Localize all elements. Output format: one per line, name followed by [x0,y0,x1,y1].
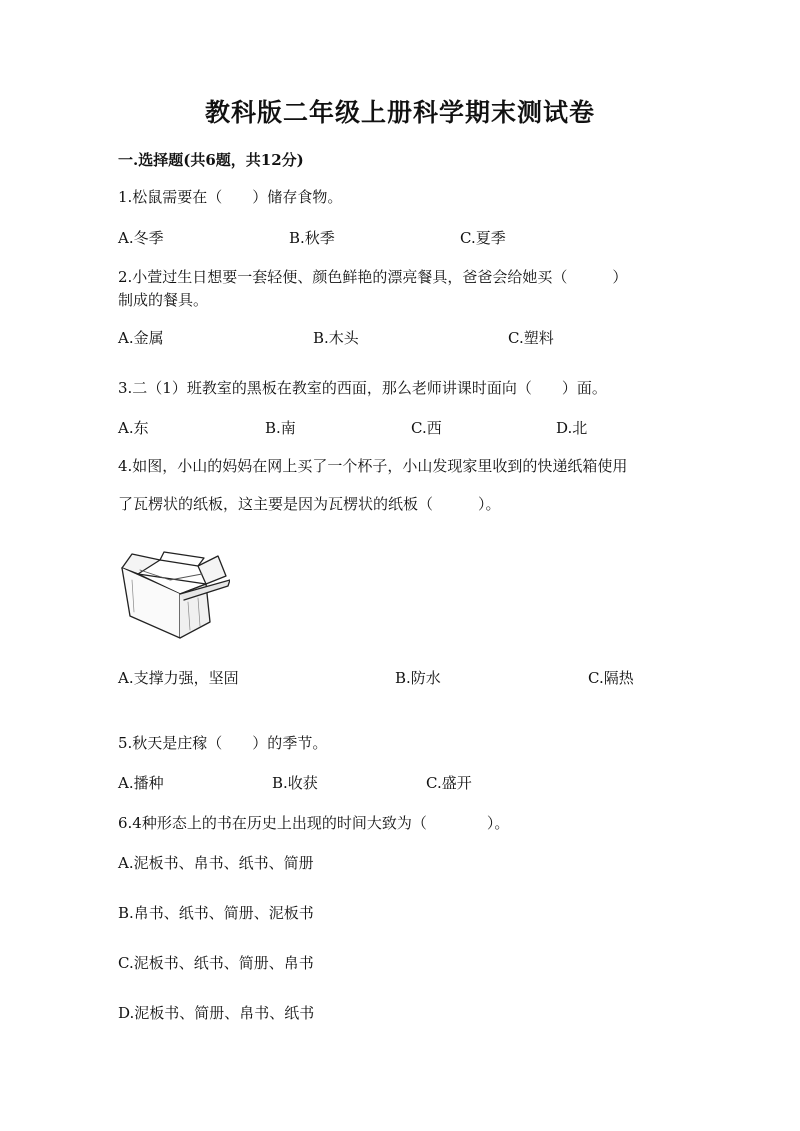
question-5-option-a: A.播种 [118,774,164,792]
question-5-option-b: B.收获 [272,774,318,792]
question-3-option-b: B.南 [265,419,296,437]
question-1-stem: 1.松鼠需要在（ ）储存食物。 [118,188,343,206]
question-2-option-a: A.金属 [118,329,164,347]
question-2-option-b: B.木头 [313,329,359,347]
question-2-stem-line-1: 2.小萱过生日想要一套轻便、颜色鲜艳的漂亮餐具，爸爸会给她买（ ） [118,268,628,286]
question-4-option-b: B.防水 [395,669,441,687]
question-4-stem-line-1: 4.如图，小山的妈妈在网上买了一个杯子，小山发现家里收到的快递纸箱使用 [118,457,628,475]
question-1-option-a: A.冬季 [118,229,164,247]
question-6-option-a: A.泥板书、帛书、纸书、简册 [118,854,314,872]
question-3-option-a: A.东 [118,419,149,437]
question-1-option-c: C.夏季 [460,229,506,247]
question-5-option-c: C.盛开 [426,774,472,792]
question-2-stem-line-2: 制成的餐具。 [118,291,209,309]
question-2-option-c: C.塑料 [508,329,554,347]
question-6-option-b: B.帛书、纸书、简册、泥板书 [118,904,314,922]
question-4-stem-line-2: 了瓦楞状的纸板，这主要是因为瓦楞状的纸板（ ）。 [118,495,501,513]
question-4-option-a: A.支撑力强，坚固 [118,669,239,687]
exam-title: 教科版二年级上册科学期末测试卷 [204,98,595,127]
question-1-option-b: B.秋季 [289,229,335,247]
question-6-option-d: D.泥板书、简册、帛书、纸书 [118,1004,315,1022]
question-3-option-c: C.西 [411,419,442,437]
section-heading: 一.选择题(共6题，共12分) [118,151,304,169]
question-4-option-c: C.隔热 [588,669,634,687]
question-3-stem: 3.二（1）班教室的黑板在教室的西面，那么老师讲课时面向（ ）面。 [118,379,607,397]
question-6-stem: 6.4种形态上的书在历史上出现的时间大致为（ ）。 [118,814,510,832]
question-3-option-d: D.北 [556,419,588,437]
question-5-stem: 5.秋天是庄稼（ ）的季节。 [118,734,328,752]
cardboard-box-illustration [118,550,230,640]
question-6-option-c: C.泥板书、纸书、简册、帛书 [118,954,314,972]
